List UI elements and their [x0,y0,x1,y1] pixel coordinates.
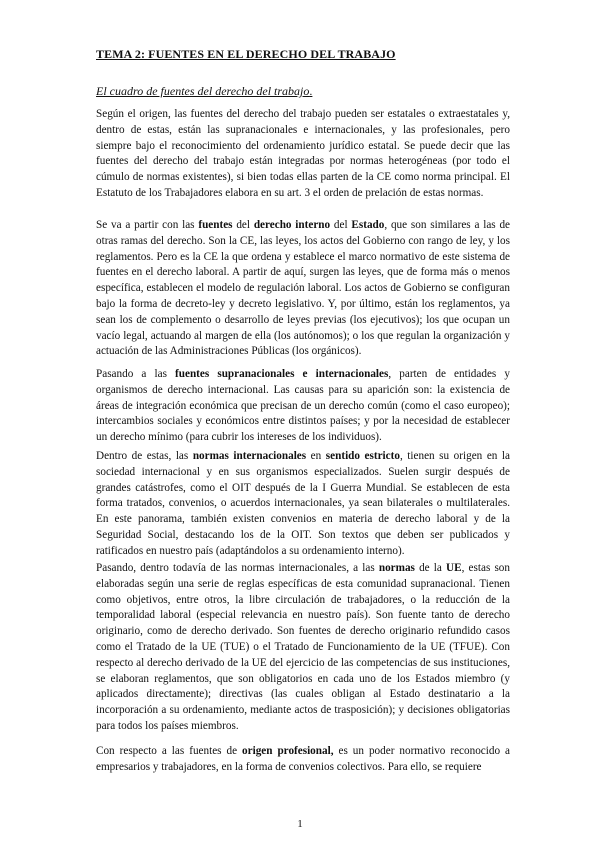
bold-term: fuentes supranacionales e internacionales [175,368,389,380]
bold-term: sentido estricto [325,450,400,462]
section-heading [96,84,516,99]
paragraph-text: , estas son elaboradas según una serie de reglas específicas de esta comunidad supranacional. Tienen como objetivos, entre otros, la libre circulación de trabajadores, o la reducción de la temporalidad laboral (especial relevancia en nuestro país). Son fuente tanto de derecho originario, como de derecho derivado. Son fuentes de derecho originario refundido casos como el Tratado de la UE (TUE) o el Tratado de Funcionamiento de la UE (TFUE). Con respecto al derecho derivado de la UE del ejercicio de las competencias de sus instituciones, se elaboran reglamentos, que son obligatorios en cada uno de los Estados miembro (y aplicados directamente); directivas (las cuales obligan al Estado destinatario a la incorporación a su ordenamiento, mediante actos de trasposición); y decisiones obligatorias para todos los países miembros. [96,562,510,732]
paragraph-text: Con respecto a las fuentes de [96,745,243,757]
paragraph-text: , tienen su origen en la sociedad internacional y en sus organismos especializados. Suelen surgir después de grandes catástrofes, como el OIT después de la I Guerra Mundial. Se establecen de esta forma tratados, convenios, o acuerdos internacionales, ya sean bilaterales o multilaterales. En este panorama, también existen convenios en materia de derecho laboral y de la Seguridad Social, destacando los de la OIT. Son textos que deben ser publicados y ratificados en nuestro país (adaptándolos a su ordenamiento interno). [96,450,510,557]
page-number: 1 [297,818,303,830]
paragraph-supranational-sources [96,367,510,446]
paragraph-sources-origin: Según el origen, las fuentes del derecho del trabajo pueden ser estatales o extraestatales y, dentro de estas, están las supranacionales e internacionales, y las profesionales, pero siempre bajo el reconocimiento del ordenamiento jurídico estatal. Se puede decir que las fuentes del derecho del trabajo están integradas por normas heterogéneas (por todo el cúmulo de normas existentes), si bien todas ellas parten de la CE como norma principal. El Estatuto de los Trabajadores elabora en su art. 3 el orden de prelación de estas normas. [96,108,510,199]
page-title: TEMA 2: FUENTES EN EL DERECHO DEL TRABAJO [96,47,396,61]
bold-term: normas internacionales [192,450,307,462]
paragraph-text: de la [414,562,447,574]
bold-term: UE [446,562,462,574]
paragraph-text: es un poder normativo reconocido a empresarios y trabajadores, en la forma de convenios colectivos. Para ello, se requiere [96,745,510,773]
bold-term: Estado [351,219,385,231]
paragraph-text: Se va a partir con las [96,219,199,231]
paragraph-text: Pasando, dentro todavía de las normas internacionales, a las [96,562,379,574]
bold-term: fuentes [198,219,233,231]
paragraph-text: , que son similares a las de otras ramas del derecho. Son la CE, las leyes, los actos del Gobierno con rango de ley, y los reglamentos. Pero es la CE la que ordena y establece el marco normativo de este sistema de fuentes en el derecho laboral. A partir de aquí, surgen las leyes, que de forma más o menos específica, establecen el modelo de regulación laboral. Los actos de Gobierno se configuran bajo la forma de decreto-ley y decreto legislativo. Y, por último, están los reglamentos, ya sean los de complemento o desarrollo de leyes previas (los ejecutivos); los que ocupan un vacío legal, actuando al margen de ella (los autónomos); o los que regulan la organización y actuación de las Administraciones Públicas (los orgánicos). [96,219,511,358]
bold-term: derecho interno [253,219,331,231]
paragraph-text: Dentro de estas, las [96,450,193,462]
paragraph-text: Pasando a las [96,368,176,380]
paragraph-professional-origin [96,744,510,776]
bold-term: normas [378,562,415,574]
bold-term: origen profesional, [242,745,334,757]
section-heading-period: . [309,84,313,98]
paragraph-international-norms [96,449,510,560]
paragraph-text: del [232,219,254,231]
paragraph-text: , parten de entidades y organismos de derecho internacional. Las causas para su aparición son: la existencia de áreas de integración económica que precisan de un derecho común (como el caso europeo); intercambios sociales y económicos entre distintos países; y por la necesidad de establecer un derecho mínimo (para cubrir los intereses de los individuos). [96,368,510,444]
section-heading-text: El cuadro de fuentes del derecho del trabajo [96,84,310,98]
paragraph-text: del [330,219,352,231]
paragraph-eu-norms [96,561,510,735]
paragraph-text: en [306,450,326,462]
paragraph-internal-law [96,218,510,360]
